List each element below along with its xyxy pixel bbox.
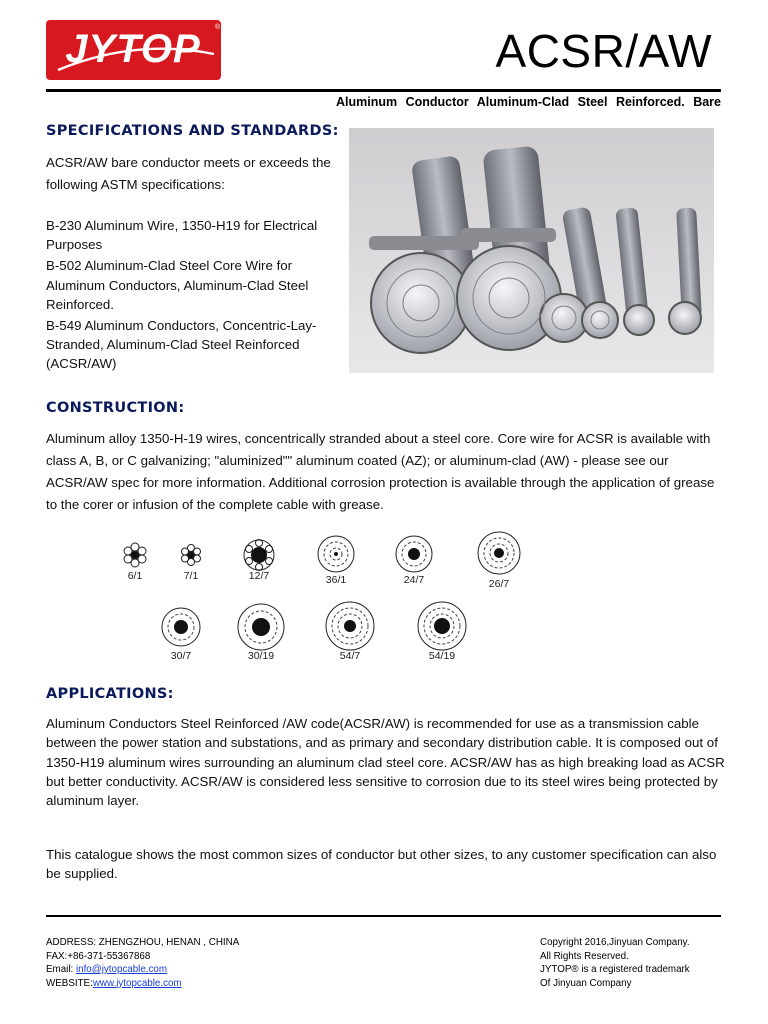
stranding-7-1-icon xyxy=(178,542,204,573)
catalogue-note: This catalogue shows the most common sizes of conductor but other sizes, to any customer specification can also be supplied. xyxy=(46,847,717,882)
footer-website-label: WEBSITE: xyxy=(46,977,93,989)
stranding-label: 54/19 xyxy=(428,650,456,662)
footer-rights: All Rights Reserved. xyxy=(540,950,629,962)
specifications-intro: ACSR/AW bare conductor meets or exceeds the following ASTM specifications: xyxy=(46,155,331,192)
stranding-30-7-icon xyxy=(160,606,202,653)
construction-heading: CONSTRUCTION: xyxy=(46,400,185,416)
conductor-photo xyxy=(349,128,714,373)
stranding-diagrams xyxy=(110,530,550,670)
footer-email-row xyxy=(46,963,239,977)
spec-item: B-230 Aluminum Wire, 1350-H19 for Electrical Purposes xyxy=(46,218,318,253)
stranding-label: 30/7 xyxy=(170,650,192,662)
stranding-24-7-icon xyxy=(394,534,434,579)
stranding-54-7-icon xyxy=(324,600,376,657)
footer-legal xyxy=(540,936,690,990)
product-subtitle: Aluminum Conductor Aluminum-Clad Steel Reinforced. Bare xyxy=(336,95,721,109)
footer-website-link[interactable]: www.jytopcable.com xyxy=(92,977,182,989)
spec-item: B-549 Aluminum Conductors, Concentric-Lay-Stranded, Aluminum-Clad Steel Reinforced (ACSR/AW) xyxy=(46,318,317,372)
stranding-54-19-icon xyxy=(416,600,468,657)
svg-text:®: ® xyxy=(215,24,221,31)
header-divider xyxy=(46,89,721,92)
stranding-label: 26/7 xyxy=(488,578,510,590)
stranding-label: 30/19 xyxy=(247,650,275,662)
footer-address: ADDRESS: ZHENGZHOU, HENAN , CHINA xyxy=(46,937,240,948)
stranding-label: 6/1 xyxy=(127,570,143,582)
specifications-heading: SPECIFICATIONS AND STANDARDS: xyxy=(46,123,339,139)
footer-trademark: JYTOP® is a registered trademark xyxy=(540,964,690,975)
footer-email-label: Email: xyxy=(46,964,76,975)
stranding-26-7-icon xyxy=(476,530,522,581)
footer-divider xyxy=(46,915,721,917)
logo-text: JYTOP xyxy=(65,27,201,71)
footer-trademark-owner: Of Jinyuan Company xyxy=(540,977,632,989)
logo-graphic xyxy=(46,20,221,80)
footer-website-row xyxy=(46,977,239,991)
stranding-label: 7/1 xyxy=(183,570,199,582)
applications-heading: APPLICATIONS: xyxy=(46,686,174,702)
footer-fax: FAX:+86-371-55367868 xyxy=(46,950,151,962)
stranding-label: 24/7 xyxy=(403,574,425,586)
applications-text: Aluminum Conductors Steel Reinforced /AW code(ACSR/AW) is recommended for use as a transmission cable between the power station and substations, and as primary and secondary distribution cable. It is composed out of 1350-H19 aluminum wires surrounding an aluminum clad steel core. ACSR/AW has as high breaking load as ACSR but better conductivity. ACSR/AW is considered less sensitive to corrosion due to its steel wires being protected by aluminum layer. xyxy=(46,716,725,809)
stranding-label: 12/7 xyxy=(248,570,270,582)
construction-text: Aluminum alloy 1350-H-19 wires, concentrically stranded about a steel core. Core wire for ACSR is available with class A, B, or C galvanizing; "aluminized"" aluminum coated (AZ); or aluminum-clad (AW) - please see our ACSR/AW spec for more information. Additional corrosion protection is available through the application of grease to the corer or infusion of the complete cable with grease. xyxy=(46,431,715,512)
specifications-list xyxy=(46,216,346,374)
stranding-label: 54/7 xyxy=(339,650,361,662)
footer-email-link[interactable]: info@jytopcable.com xyxy=(75,964,168,975)
stranding-36-1-icon xyxy=(316,534,356,579)
stranding-label: 36/1 xyxy=(325,574,347,586)
product-title: ACSR/AW xyxy=(495,25,712,77)
footer-contact xyxy=(46,936,239,990)
spec-item: B-502 Aluminum-Clad Steel Core Wire for Aluminum Conductors, Aluminum-Clad Steel Reinforced. xyxy=(46,258,309,312)
stranding-30-19-icon xyxy=(236,602,286,657)
jytop-logo xyxy=(46,20,221,80)
footer-copyright: Copyright 2016,Jinyuan Company. xyxy=(540,937,690,948)
